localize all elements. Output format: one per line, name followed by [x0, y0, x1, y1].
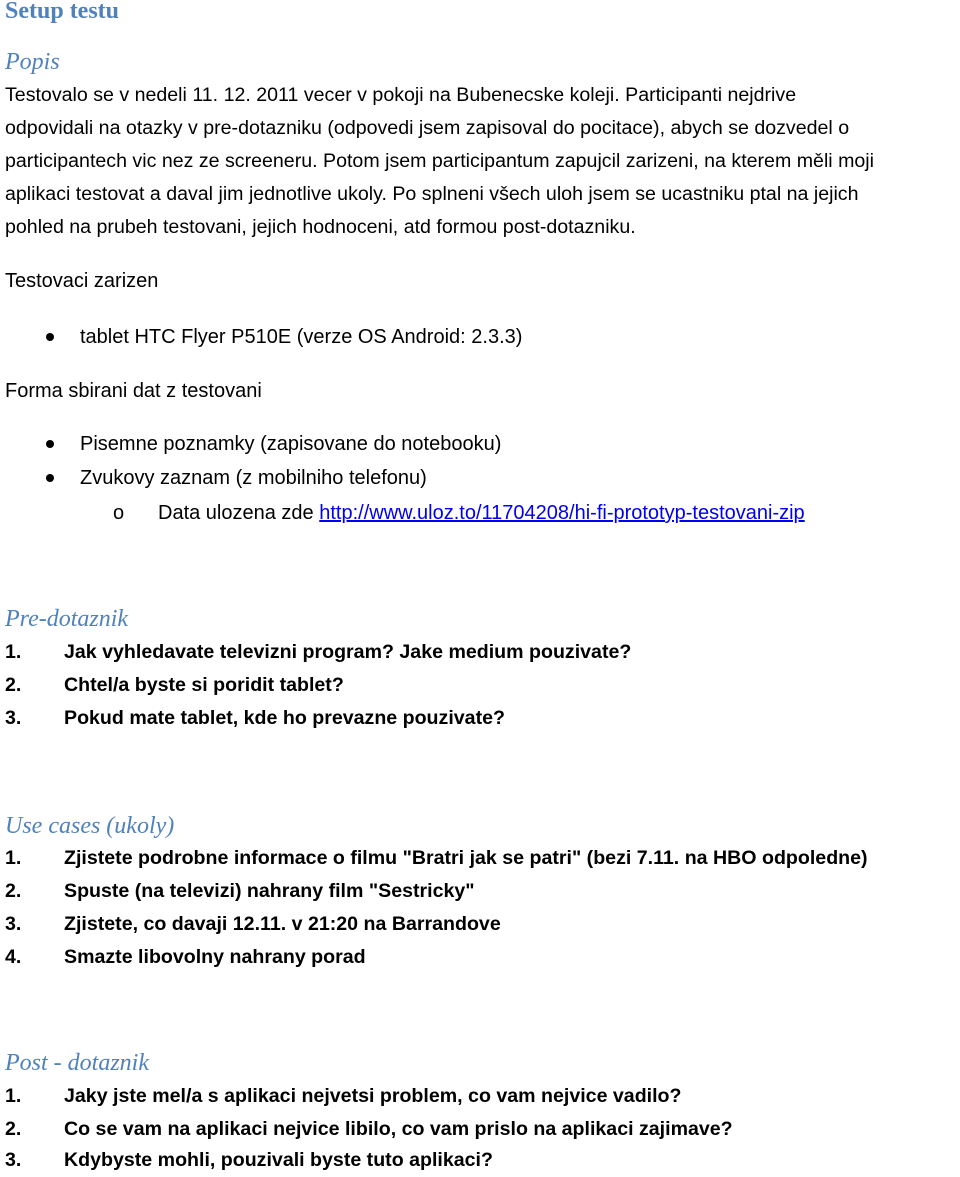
post-item-text: Co se vam na aplikaci nejvice libilo, co vam prislo na aplikaci zajimave? [64, 1118, 733, 1140]
post-item-num: 2. [5, 1118, 22, 1140]
bullet-icon [46, 440, 54, 448]
use-case-num: 3. [5, 913, 22, 935]
post-item [0, 1144, 960, 1177]
bullet-icon [46, 333, 54, 341]
pre-item-text: Jak vyhledavate televizni program? Jake medium pouzivate? [64, 641, 632, 663]
post-heading: Post - dotaznik [5, 1050, 149, 1076]
post-item-num: 3. [5, 1149, 22, 1171]
post-item-text: Kdybyste mohli, pouzivali byste tuto aplikaci? [64, 1149, 493, 1171]
pre-heading: Pre-dotaznik [5, 606, 129, 632]
data-link[interactable]: http://www.uloz.to/11704208/hi-fi-prototyp-testovani-zip [319, 502, 805, 524]
popis-line-3: participantech vic nez ze screeneru. Potom jsem participantum zapujcil zarizeni, na kterem měli moji [5, 150, 875, 172]
use-case-text: Zjistete podrobne informace o filmu "Bratri jak se patri" (bezi 7.11. na HBO odpoledne) [64, 847, 868, 869]
use-cases-heading: Use cases (ukoly) [5, 813, 175, 839]
document-title: Setup testu [5, 0, 120, 24]
popis-line-5: pohled na prubeh testovani, jejich hodnoceni, atd formou post-dotazniku. [5, 216, 636, 238]
data-sub-bullet [158, 497, 805, 529]
forma-bullet-2: Zvukovy zaznam (z mobilniho telefonu) [80, 467, 427, 489]
use-case-num: 2. [5, 880, 22, 902]
bullet-icon [46, 474, 54, 482]
use-case-item [0, 941, 960, 974]
testovaci-bullet-1: tablet HTC Flyer P510E (verze OS Android: 2.3.3) [80, 326, 523, 348]
pre-item-num: 2. [5, 674, 22, 696]
forma-bullet-1: Pisemne poznamky (zapisovane do notebooku) [80, 433, 502, 455]
data-sub-label: Data ulozena zde [158, 502, 320, 524]
popis-line-2: odpovidali na otazky v pre-dotazniku (odpovedi jsem zapisoval do pocitace), abych se dozvedel o [5, 117, 850, 139]
use-case-num: 1. [5, 847, 22, 869]
popis-heading: Popis [5, 49, 60, 75]
use-case-item [0, 908, 960, 941]
pre-item [0, 669, 960, 702]
use-case-text: Smazte libovolny nahrany porad [64, 946, 366, 968]
testovaci-heading: Testovaci zarizen [5, 270, 159, 292]
use-case-text: Spuste (na televizi) nahrany film "Sestricky" [64, 880, 475, 902]
forma-heading: Forma sbirani dat z testovani [5, 380, 262, 402]
popis-line-1: Testovalo se v nedeli 11. 12. 2011 vecer v pokoji na Bubenecske koleji. Participanti nejdrive [5, 84, 797, 106]
pre-item-text: Pokud mate tablet, kde ho prevazne pouzivate? [64, 707, 505, 729]
post-item-num: 1. [5, 1085, 22, 1107]
pre-item-num: 1. [5, 641, 22, 663]
pre-item [0, 636, 960, 669]
use-case-item [0, 842, 960, 875]
use-case-item [0, 875, 960, 908]
pre-item [0, 702, 960, 735]
use-case-num: 4. [5, 946, 22, 968]
post-item-text: Jaky jste mel/a s aplikaci nejvetsi problem, co vam nejvice vadilo? [64, 1085, 682, 1107]
pre-item-num: 3. [5, 707, 22, 729]
popis-line-4: aplikaci testovat a daval jim jednotlive ukoly. Po splneni všech uloh jsem se ucastniku ptal na jejich [5, 183, 859, 205]
post-item [0, 1080, 960, 1113]
pre-item-text: Chtel/a byste si poridit tablet? [64, 674, 344, 696]
post-item [0, 1113, 960, 1146]
use-case-text: Zjistete, co davaji 12.11. v 21:20 na Barrandove [64, 913, 501, 935]
sub-bullet-marker: o [113, 502, 125, 524]
